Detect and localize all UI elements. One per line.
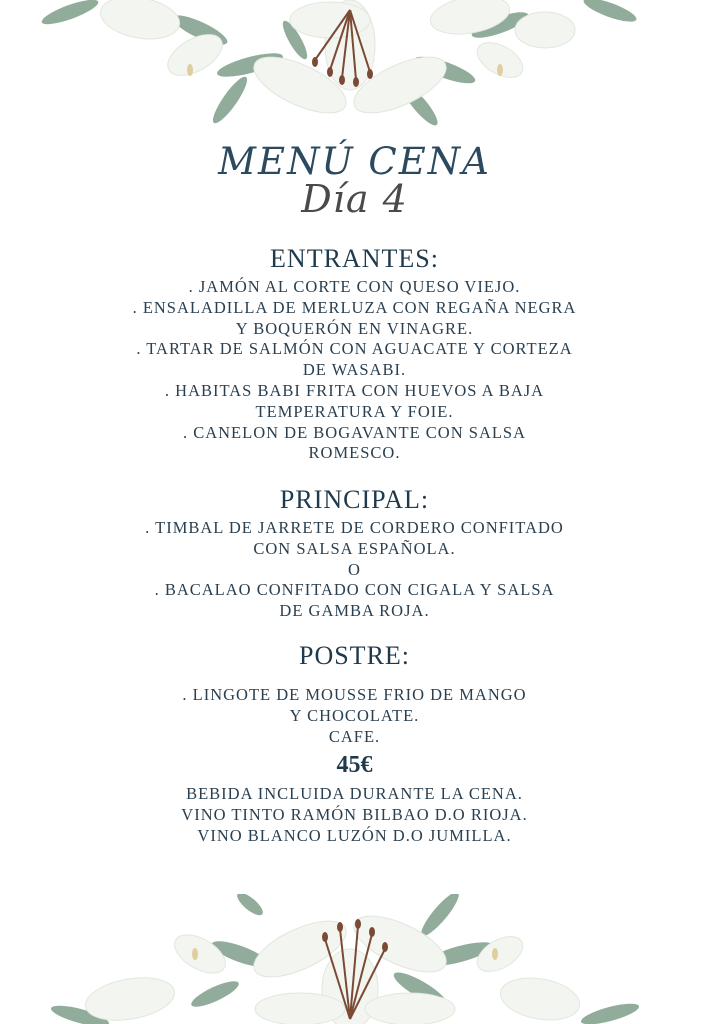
entrantes-list <box>0 277 709 464</box>
drinks-list <box>0 784 709 846</box>
drinks-line: VINO BLANCO LUZÓN D.O JUMILLA. <box>197 825 512 845</box>
floral-bottom-decoration-icon <box>0 894 709 1024</box>
principal-list <box>0 518 709 622</box>
principal-line: O <box>348 559 361 579</box>
postre-line: . LINGOTE DE MOUSSE FRIO DE MANGO <box>182 685 527 704</box>
entrantes-line: . ENSALADILLA DE MERLUZA CON REGAÑA NEGRA <box>132 297 577 317</box>
entrantes-line: TEMPERATURA Y FOIE. <box>255 401 454 421</box>
principal-line: . BACALAO CONFITADO CON CIGALA Y SALSA <box>154 580 555 600</box>
menu-price: 45€ <box>336 752 373 778</box>
menu-title: MENÚ CENA <box>218 140 491 183</box>
entrantes-line: . JAMÓN AL CORTE CON QUESO VIEJO. <box>188 277 521 296</box>
postre-list <box>0 685 709 747</box>
principal-line: CON SALSA ESPAÑOLA. <box>253 538 456 558</box>
entrantes-line: . TARTAR DE SALMÓN CON AGUACATE Y CORTEZA <box>136 339 573 359</box>
section-title-postre: POSTRE: <box>298 641 411 670</box>
entrantes-line: ROMESCO. <box>308 443 401 463</box>
entrantes-line: DE WASABI. <box>302 360 407 380</box>
section-title-principal: PRINCIPAL: <box>279 485 430 514</box>
drinks-line: VINO TINTO RAMÓN BILBAO D.O RIOJA. <box>181 804 528 824</box>
principal-line: DE GAMBA ROJA. <box>279 601 430 621</box>
section-title-entrantes: ENTRANTES: <box>270 244 439 273</box>
menu-day-subtitle: Día 4 <box>301 177 408 221</box>
entrantes-line: . CANELON DE BOGAVANTE CON SALSA <box>182 422 527 442</box>
drinks-line: BEBIDA INCLUIDA DURANTE LA CENA. <box>186 784 523 803</box>
postre-line: Y CHOCOLATE. <box>289 705 420 725</box>
entrantes-line: . HABITAS BABI FRITA CON HUEVOS A BAJA <box>164 380 545 400</box>
principal-line: . TIMBAL DE JARRETE DE CORDERO CONFITADO <box>145 518 564 537</box>
postre-line: CAFE. <box>328 726 381 746</box>
entrantes-line: Y BOQUERÓN EN VINAGRE. <box>235 318 474 338</box>
